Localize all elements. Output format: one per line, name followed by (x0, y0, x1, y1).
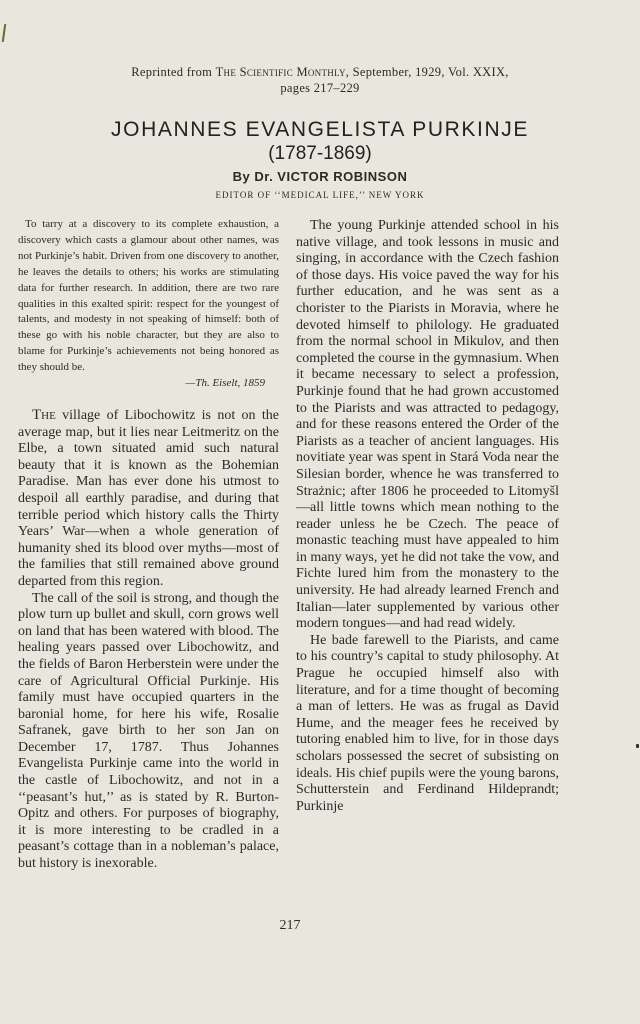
reprint-line-1 (40, 64, 600, 80)
article-title: JOHANNES EVANGELISTA PURKINJE (111, 118, 529, 141)
right-column-body (296, 218, 559, 815)
epigraph-attribution: —Th. Eiselt, 1859 (185, 377, 265, 390)
paragraph-text: village of Libochowitz is not on the average map, but it lies near Leitmeritz on the Elbe, a town situated amid such natural beauty that it is known as the Bohemian Paradise. Man has ever done his utmost to despoil all earthly paradise, and during that terrible period which history calls the Thirty Years’ War—when a whole generation of humanity shed its blood over myths—most of the families that still remained above ground departed from this region. (18, 408, 279, 589)
left-column-body (18, 407, 279, 873)
reprint-pages: pages 217–229 (280, 81, 360, 95)
page-number: 217 (279, 918, 301, 933)
epigraph (18, 217, 279, 392)
paragraph: He bade farewell to the Piarists, and came to his country’s capital to study philosophy. At Prague he occupied himself also with literature, and for a time thought of becoming a man of letters. He was as frugal as David Hume, and the meager fees he received by tutoring enabled him to live, for in those days scholars possessed the secret of subsisting on ideals. His chief pupils were the young barons, Schutterstein and Ferdinand Hildeprandt; Purkinje (296, 632, 559, 814)
epigraph-text: To tarry at a discovery to its complete exhaustion, a discovery which casts a glamour about other names, was not Purkinje’s habit. Driven from one discovery to another, he leaves the details to others; his works are stimulating data for further research. In addition, there are two rare qualities in this exalted spirit: respect for the youngest of talents, and modesty in not speaking of himself: both of these go with his noble character, but they are also to blame for Purkinje’s achievements not being honored as they should be. (18, 218, 279, 374)
journal-name: The Scientific Monthly (215, 65, 346, 79)
margin-ink-mark (2, 24, 6, 42)
paragraph-lead-word: The (32, 407, 56, 423)
author-byline: By Dr. VICTOR ROBINSON (232, 169, 408, 184)
paragraph (18, 407, 279, 591)
reprint-prefix: Reprinted from (131, 65, 216, 79)
article-years: (1787-1869) (268, 143, 372, 164)
paragraph: The young Purkinje attended school in his native village, and took lessons in music and singing, in accordance with the Czech fashion of those days. His voice paved the way for his further education, and he was sent as a chorister to the Piarists in Moravia, where he devoted himself to philology. He graduated from the normal school in Mikulov, and then completed the course in the gymnasium. When it became necessary to select a profession, Purkinje found that he had grown accustomed to the Piarists and was attracted to pedagogy, and for these reasons entered the Order of the Piarists as a teacher of ancient languages. His novitiate year was spent in Stará Voda near the Silesian border, whence he was transferred to Strażnic; after 1806 he proceeded to Litomyšl—all little towns which mean nothing to the reader unless he be Czech. The peace of monastic teaching must have appealed to him in many ways, yet he did not take the vow, and Fichte lured him from the monastery to the university. He had already learned French and Italian—later supplemented by various other modern tongues—and had read widely. (296, 218, 559, 632)
reprint-issue: , September, 1929, Vol. XXIX, (345, 65, 509, 79)
reprint-notice (40, 64, 600, 96)
paragraph: The call of the soil is strong, and though the plow turn up bullet and skull, corn grows well on land that has been watered with blood. The healing years passed over Libochowitz, and the fields of Baron Herberstein were under the care of Agricultural Official Purkinje. His family must have occupied quarters in the baronial home, for here his wife, Rosalie Safranek, gave birth to her son Jan on December 17, 1787. Thus Johannes Evangelista Purkinje came into the world in the castle of Libochowitz, and not in a ‘‘peasant’s hut,’’ as is stated by R. Burton-Opitz and others. For purposes of biography, it is more interesting to be cradled in a peasant’s cottage than in a nobleman’s palace, but history is inexorable. (18, 590, 279, 872)
margin-dot-mark (636, 744, 639, 748)
author-affiliation: EDITOR OF ‘‘MEDICAL LIFE,’’ NEW YORK (215, 190, 425, 200)
